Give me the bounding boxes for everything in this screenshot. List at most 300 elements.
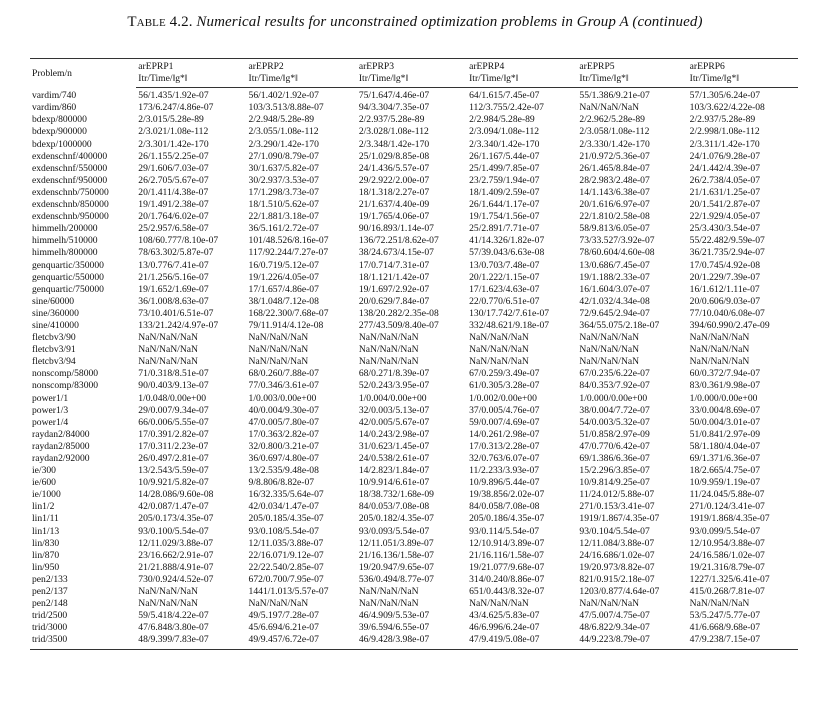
table-row [30, 429, 798, 441]
result-cell: 25/1.499/7.85e-07 [469, 162, 540, 174]
result-cell: 19/20.947/9.65e-07 [358, 561, 434, 573]
result-cell: 84/0.058/7.08e-08 [469, 501, 540, 513]
result-cell: 32/0.800/3.21e-07 [248, 440, 319, 452]
result-cell: 38/0.004/7.72e-07 [579, 404, 650, 416]
table-row [30, 453, 798, 465]
problem-cell: exdenschnb/750000 [32, 186, 109, 198]
result-cell: 13/2.535/9.48e-08 [248, 465, 319, 477]
result-cell: 50/0.004/3.01e-07 [689, 416, 761, 428]
problem-cell: sine/60000 [32, 295, 75, 307]
result-cell: 26/2.738/4.05e-07 [689, 174, 761, 186]
problem-cell: power1/1 [32, 392, 69, 404]
result-cell: 33/0.004/8.69e-07 [689, 404, 761, 416]
result-cell: 77/0.346/3.61e-07 [248, 380, 319, 392]
result-cell: 415/0.268/7.81e-07 [689, 586, 765, 598]
result-cell: 84/0.053/7.08e-08 [358, 501, 430, 513]
result-cell: 16/0.719/5.12e-07 [248, 259, 319, 271]
result-cell: 205/0.186/4.35e-07 [469, 513, 545, 525]
result-cell: 19/1.697/2.92e-07 [358, 283, 430, 295]
result-cell: 205/0.173/4.35e-07 [138, 513, 214, 525]
result-cell: 17/0.745/4.92e-08 [689, 259, 761, 271]
result-cell: 61/0.305/3.28e-07 [469, 380, 540, 392]
problem-cell: exdenschnf/950000 [32, 174, 108, 186]
result-cell: 2/2.937/5.28e-89 [689, 114, 756, 126]
result-cell: 17/0.313/2.28e-07 [469, 440, 540, 452]
table-row [30, 151, 798, 163]
result-cell: 20/1.541/2.87e-07 [689, 199, 761, 211]
result-cell: 68/0.271/8.39e-07 [358, 368, 430, 380]
result-cell: 2/3.021/1.08e-112 [138, 126, 209, 138]
problem-cell: ie/600 [32, 477, 56, 489]
table-row [30, 332, 798, 344]
table-row [30, 634, 798, 649]
result-cell: 9/8.806/8.82e-07 [248, 477, 315, 489]
result-cell: 2/3.094/1.08e-112 [469, 126, 540, 138]
table-row [30, 610, 798, 622]
result-cell: 24/1.076/9.28e-07 [689, 150, 761, 162]
result-cell: 40/0.004/9.30e-07 [248, 404, 319, 416]
result-cell: 21/1.256/5.16e-07 [138, 271, 209, 283]
result-cell: 47/0.005/7.80e-07 [248, 416, 319, 428]
result-cell: 101/48.526/8.16e-07 [248, 235, 329, 247]
result-cell: 42/1.032/4.34e-08 [579, 295, 650, 307]
result-cell: 13/0.776/7.41e-07 [138, 259, 209, 271]
problem-cell: nonscomp/83000 [32, 380, 99, 392]
problem-cell: lin/870 [32, 549, 60, 561]
table-row [30, 477, 798, 489]
result-cell: 19/1.226/4.05e-07 [248, 271, 319, 283]
result-cell: 1/0.004/0.00e+00 [358, 392, 427, 404]
result-cell: NaN/NaN/NaN [358, 356, 419, 368]
result-cell: 38/1.048/7.12e-08 [248, 295, 319, 307]
result-cell: 12/11.084/3.88e-07 [579, 537, 655, 549]
result-cell: 20/1.222/1.15e-07 [469, 271, 540, 283]
header-method: arEPRP5 [577, 59, 687, 74]
result-cell: 93/0.108/5.54e-07 [248, 525, 319, 537]
result-cell: 90/0.403/9.13e-07 [138, 380, 209, 392]
table-row [30, 550, 798, 562]
result-cell: 20/1.229/7.39e-07 [689, 271, 761, 283]
result-cell: 11/2.233/3.93e-07 [469, 465, 540, 477]
table-row [30, 126, 798, 138]
result-cell: 72/9.645/2.94e-07 [579, 307, 650, 319]
problem-cell: bdexp/800000 [32, 114, 87, 126]
result-cell: 49/9.457/6.72e-07 [247, 634, 357, 649]
header-method: arEPRP6 [688, 59, 798, 74]
table-row [30, 187, 798, 199]
result-cell: 19/1.188/2.33e-07 [579, 271, 650, 283]
result-cell: 48/9.399/7.83e-07 [136, 634, 246, 649]
result-cell: 67/0.235/6.22e-07 [579, 368, 650, 380]
problem-cell: sine/360000 [32, 307, 79, 319]
problem-cell: trid/3000 [32, 622, 68, 634]
result-cell: 18/1.510/5.62e-07 [248, 199, 319, 211]
result-cell: 66/0.006/5.55e-07 [138, 416, 209, 428]
result-cell: 536/0.494/8.77e-07 [358, 573, 434, 585]
result-cell: 651/0.443/8.32e-07 [469, 586, 545, 598]
problem-cell: fletcbv3/91 [32, 344, 76, 356]
result-cell: 67/0.259/3.49e-07 [469, 368, 540, 380]
result-cell: 58/9.813/6.05e-07 [579, 223, 650, 235]
result-cell: NaN/NaN/NaN [579, 344, 640, 356]
result-cell: 20/1.616/6.97e-07 [579, 199, 650, 211]
result-cell: 271/0.153/3.41e-07 [579, 501, 655, 513]
table-row [30, 175, 798, 187]
problem-cell: genquartic/750000 [32, 283, 104, 295]
result-cell: 52/0.243/3.95e-07 [358, 380, 430, 392]
header-method: arEPRP2 [247, 59, 357, 74]
result-cell: 16/32.335/5.64e-07 [248, 489, 324, 501]
problem-cell: fletcbv3/90 [32, 332, 76, 344]
table-caption [0, 14, 830, 31]
result-cell: 18/2.665/4.75e-07 [689, 465, 761, 477]
result-cell: 58/1.180/4.04e-07 [689, 440, 761, 452]
problem-cell: exdenschnb/950000 [32, 211, 109, 223]
result-cell: 27/1.090/8.79e-07 [248, 150, 319, 162]
result-cell: 24/16.586/1.02e-07 [689, 549, 765, 561]
result-cell: NaN/NaN/NaN [248, 344, 309, 356]
result-cell: 21/1.631/1.25e-07 [689, 186, 761, 198]
result-cell: 13/2.543/5.59e-07 [138, 465, 209, 477]
problem-cell: trid/3500 [30, 634, 136, 649]
result-cell: 16/1.604/3.07e-07 [579, 283, 650, 295]
result-cell: NaN/NaN/NaN [579, 598, 640, 610]
result-cell: 59/0.007/4.69e-07 [469, 416, 540, 428]
result-cell: 54/0.003/5.32e-07 [579, 416, 650, 428]
result-cell: 10/9.921/5.82e-07 [138, 477, 209, 489]
result-cell: 24/0.538/2.61e-07 [358, 453, 430, 464]
caption-text: Numerical results for unconstrained optimization problems in Group A (continued) [196, 14, 703, 30]
result-cell: 22/1.881/3.18e-07 [248, 211, 319, 223]
result-cell: 2/3.330/1.42e-170 [579, 138, 650, 150]
result-cell: 59/5.418/4.22e-07 [138, 610, 209, 622]
problem-cell: himmelh/510000 [32, 235, 98, 247]
table-row [30, 405, 798, 417]
result-cell: 47/0.770/6.42e-07 [579, 440, 650, 452]
table-row [30, 380, 798, 392]
result-cell: 17/0.363/2.82e-07 [248, 428, 319, 440]
header-problem: Problem/n [30, 59, 136, 88]
problem-cell: genquartic/350000 [32, 259, 104, 271]
problem-cell: trid/2500 [32, 610, 68, 622]
result-cell: 94/3.304/7.35e-07 [358, 102, 430, 114]
header-metric: Itr/Time/‖g*‖ [247, 73, 357, 88]
result-cell: 136/72.251/8.62e-07 [358, 235, 439, 247]
result-cell: 51/0.841/2.97e-09 [689, 428, 761, 440]
result-cell: 25/1.029/8.85e-08 [358, 150, 430, 162]
result-cell: 21/16.116/1.58e-07 [469, 549, 544, 561]
result-cell: 15/2.296/3.85e-07 [579, 465, 650, 477]
problem-cell: ie/300 [32, 465, 56, 477]
problem-cell: lin/830 [32, 537, 60, 549]
result-cell: 36/0.697/4.80e-07 [248, 453, 319, 464]
result-cell: 364/55.075/2.18e-07 [579, 319, 660, 331]
table-row [30, 296, 798, 308]
result-cell: 31/0.623/1.45e-07 [358, 440, 430, 452]
table-row [30, 538, 798, 550]
result-cell: 20/0.606/9.03e-07 [689, 295, 761, 307]
table-row [30, 598, 798, 610]
result-cell: 77/10.040/6.08e-07 [689, 307, 765, 319]
result-cell: 57/1.305/6.24e-07 [689, 90, 761, 102]
table-row [30, 356, 798, 368]
result-cell: 2/3.290/1.42e-170 [248, 138, 319, 150]
result-cell: 17/1.657/4.86e-07 [248, 283, 319, 295]
table-row [30, 562, 798, 574]
result-cell: 1441/1.013/5.57e-07 [248, 586, 329, 598]
result-cell: 173/6.247/4.86e-07 [138, 102, 214, 114]
header-metric: Itr/Time/‖g*‖ [136, 73, 246, 88]
table-row [30, 114, 798, 126]
problem-cell: vardim/740 [32, 89, 77, 101]
problem-cell: himmelh/200000 [32, 223, 98, 235]
result-cell: 26/2.705/5.67e-07 [138, 174, 209, 186]
result-cell: NaN/NaN/NaN [248, 332, 309, 344]
result-cell: 47/6.848/3.80e-07 [138, 622, 209, 634]
result-cell: NaN/NaN/NaN [689, 332, 750, 344]
result-cell: 10/9.914/6.61e-07 [358, 477, 430, 489]
table-row [30, 235, 798, 247]
result-cell: 32/0.763/6.07e-07 [469, 453, 540, 464]
problem-cell: lin1/13 [32, 525, 60, 537]
result-cell: 49/5.197/7.28e-07 [248, 610, 319, 622]
table-row [30, 284, 798, 296]
result-cell: 112/3.755/2.42e-07 [469, 102, 544, 114]
table-row [30, 272, 798, 284]
result-cell: 19/20.973/8.82e-07 [579, 561, 655, 573]
header-method: arEPRP4 [467, 59, 577, 74]
problem-cell: lin1/11 [32, 513, 59, 525]
problem-cell: raydan2/85000 [32, 440, 90, 452]
table-row [30, 223, 798, 235]
result-cell: 41/14.326/1.82e-07 [469, 235, 545, 247]
table-row [30, 344, 798, 356]
result-cell: 12/10.954/3.88e-07 [689, 537, 765, 549]
problem-cell: power1/4 [32, 416, 69, 428]
table-row [30, 139, 798, 151]
result-cell: 168/22.300/7.68e-07 [248, 307, 329, 319]
result-cell: 19/1.491/2.38e-07 [138, 199, 209, 211]
result-cell: 22/16.071/9.12e-07 [248, 549, 324, 561]
result-cell: 26/0.497/2.81e-07 [138, 453, 209, 464]
result-cell: NaN/NaN/NaN [469, 598, 529, 610]
result-cell: 11/24.045/5.88e-07 [689, 489, 765, 501]
result-cell: 45/6.694/6.21e-07 [248, 622, 319, 634]
result-cell: 78/63.302/5.87e-07 [138, 247, 214, 259]
result-cell: NaN/NaN/NaN [469, 356, 529, 368]
table-row [30, 368, 798, 380]
table-body [30, 88, 798, 649]
result-cell: NaN/NaN/NaN [248, 598, 309, 610]
result-cell: 18/1.409/2.59e-07 [469, 186, 540, 198]
problem-cell: genquartic/550000 [32, 271, 104, 283]
result-cell: 17/1.623/4.63e-07 [469, 283, 540, 295]
result-cell: 47/9.238/7.15e-07 [688, 634, 798, 649]
result-cell: 277/43.509/8.40e-07 [358, 319, 439, 331]
result-cell: 69/1.371/6.36e-07 [689, 453, 761, 464]
result-cell: 2/2.998/1.08e-112 [689, 126, 760, 138]
result-cell: 1/0.000/0.00e+00 [689, 392, 758, 404]
table-row [30, 574, 798, 586]
result-cell: 12/11.035/3.88e-07 [248, 537, 324, 549]
result-cell: 1/0.002/0.00e+00 [469, 392, 537, 404]
result-cell: 108/60.777/8.10e-07 [138, 235, 219, 247]
result-cell: NaN/NaN/NaN [579, 102, 640, 114]
result-cell: 12/10.914/3.89e-07 [469, 537, 545, 549]
result-cell: 36/1.008/8.63e-07 [138, 295, 209, 307]
result-cell: 22/0.770/6.51e-07 [469, 295, 540, 307]
result-cell: 22/22.540/2.85e-07 [248, 561, 324, 573]
result-cell: 93/0.099/5.54e-07 [689, 525, 761, 537]
result-cell: 46/4.909/5.53e-07 [358, 610, 430, 622]
header-metric: Itr/Time/‖g*‖ [357, 73, 467, 88]
table-row [30, 163, 798, 175]
result-cell: 1/0.048/0.00e+00 [138, 392, 207, 404]
result-cell: 69/1.386/6.36e-07 [579, 453, 650, 464]
result-cell: 730/0.924/4.52e-07 [138, 573, 214, 585]
result-cell: 21/1.637/4.40e-09 [358, 199, 430, 211]
table-row [30, 489, 798, 501]
result-cell: 2/2.984/5.28e-89 [469, 114, 535, 126]
caption-label: Table 4.2. [127, 14, 193, 30]
table-row [30, 308, 798, 320]
result-cell: 1919/1.867/4.35e-07 [579, 513, 660, 525]
header-method: arEPRP3 [357, 59, 467, 74]
result-cell: NaN/NaN/NaN [689, 344, 750, 356]
problem-cell: vardim/860 [32, 102, 77, 114]
result-cell: 332/48.621/9.18e-07 [469, 319, 550, 331]
result-cell: 42/0.034/1.47e-07 [248, 501, 319, 513]
result-cell: 20/0.629/7.84e-07 [358, 295, 430, 307]
result-cell: 103/3.622/4.22e-08 [689, 102, 765, 114]
result-cell: 20/1.411/4.38e-07 [138, 186, 209, 198]
result-cell: 47/9.419/5.08e-07 [467, 634, 577, 649]
problem-cell: fletcbv3/94 [32, 356, 76, 368]
result-cell: 2/3.301/1.42e-170 [138, 138, 209, 150]
result-cell: 25/2.891/7.71e-07 [469, 223, 540, 235]
result-cell: 24/1.442/4.39e-07 [689, 162, 761, 174]
result-cell: 60/0.372/7.94e-07 [689, 368, 761, 380]
result-cell: 25/2.957/6.58e-07 [138, 223, 209, 235]
header-metric: Itr/Time/‖g*‖ [577, 73, 687, 88]
result-cell: 19/1.765/4.06e-07 [358, 211, 430, 223]
result-cell: 25/3.430/3.54e-07 [689, 223, 761, 235]
results-table [30, 58, 798, 650]
result-cell: 10/9.814/9.25e-07 [579, 477, 650, 489]
result-cell: 29/1.606/7.03e-07 [138, 162, 209, 174]
result-cell: 28/2.983/2.48e-07 [579, 174, 650, 186]
header-metric: Itr/Time/‖g*‖ [688, 73, 798, 88]
table-header [30, 59, 798, 88]
result-cell: 14/0.243/2.98e-07 [358, 428, 430, 440]
result-cell: 14/2.823/1.84e-07 [358, 465, 430, 477]
result-cell: 75/1.647/4.46e-07 [358, 90, 430, 102]
problem-cell: ie/1000 [32, 489, 61, 501]
table-row [30, 622, 798, 634]
result-cell: 314/0.240/8.86e-07 [469, 573, 545, 585]
result-cell: 14/28.086/9.60e-08 [138, 489, 214, 501]
result-cell: 18/38.732/1.68e-09 [358, 489, 434, 501]
result-cell: 130/17.742/7.61e-07 [469, 307, 550, 319]
table-row [30, 526, 798, 538]
result-cell: 73/10.401/6.51e-07 [138, 307, 214, 319]
result-cell: 2/3.340/1.42e-170 [469, 138, 540, 150]
result-cell: NaN/NaN/NaN [358, 586, 419, 598]
table-row [30, 417, 798, 429]
result-cell: 2/3.055/1.08e-112 [248, 126, 319, 138]
result-cell: 14/1.143/6.38e-07 [579, 186, 650, 198]
result-cell: 16/1.612/1.11e-07 [689, 283, 760, 295]
problem-cell: raydan2/84000 [32, 428, 90, 440]
result-cell: 2/3.058/1.08e-112 [579, 126, 650, 138]
result-cell: 24/16.686/1.02e-07 [579, 549, 655, 561]
result-cell: NaN/NaN/NaN [138, 344, 198, 356]
result-cell: 1/0.003/0.00e+00 [248, 392, 317, 404]
result-cell: 205/0.185/4.35e-07 [248, 513, 324, 525]
result-cell: 21/0.972/5.36e-07 [579, 150, 650, 162]
result-cell: 11/24.012/5.88e-07 [579, 489, 655, 501]
result-cell: 26/1.167/5.44e-07 [469, 150, 540, 162]
problem-cell: bdexp/1000000 [32, 138, 92, 150]
table-row [30, 102, 798, 114]
table-row [30, 211, 798, 223]
result-cell: 90/16.893/1.14e-07 [358, 223, 434, 235]
result-cell: 29/2.922/2.00e-07 [358, 174, 430, 186]
result-cell: 14/0.261/2.98e-07 [469, 428, 540, 440]
result-cell: 12/11.051/3.89e-07 [358, 537, 434, 549]
result-cell: 22/1.929/4.05e-07 [689, 211, 761, 223]
result-cell: 30/2.937/3.53e-07 [248, 174, 319, 186]
result-cell: 44/9.223/8.79e-07 [577, 634, 687, 649]
result-cell: 93/0.104/5.54e-07 [579, 525, 650, 537]
result-cell: 73/33.527/3.92e-07 [579, 235, 655, 247]
result-cell: 19/21.316/8.79e-07 [689, 561, 765, 573]
result-cell: 22/1.810/2.58e-08 [579, 211, 650, 223]
result-cell: 672/0.700/7.95e-07 [248, 573, 324, 585]
problem-cell: power1/3 [32, 404, 69, 416]
result-cell: 10/9.959/1.19e-07 [689, 477, 761, 489]
table-row [30, 513, 798, 525]
result-cell: 20/1.764/6.02e-07 [138, 211, 209, 223]
result-cell: 394/60.990/2.47e-09 [689, 319, 770, 331]
problem-cell: lin/950 [32, 561, 60, 573]
result-cell: 2/3.028/1.08e-112 [358, 126, 429, 138]
problem-cell: raydan2/92000 [32, 453, 90, 464]
result-cell: 13/0.703/7.48e-07 [469, 259, 540, 271]
result-cell: 1/0.000/0.00e+00 [579, 392, 648, 404]
result-cell: NaN/NaN/NaN [579, 356, 640, 368]
problem-cell: nonscomp/58000 [32, 368, 99, 380]
result-cell: 53/5.247/5.77e-07 [689, 610, 761, 622]
result-cell: 21/21.888/4.91e-07 [138, 561, 214, 573]
result-cell: 2/2.962/5.28e-89 [579, 114, 645, 126]
table-row [30, 393, 798, 405]
result-cell: NaN/NaN/NaN [358, 332, 419, 344]
problem-cell: himmelh/800000 [32, 247, 98, 259]
result-cell: 13/0.686/7.45e-07 [579, 259, 650, 271]
result-cell: 23/2.759/1.94e-07 [469, 174, 540, 186]
table-row [30, 441, 798, 453]
problem-cell: pen2/133 [32, 573, 68, 585]
result-cell: 10/9.896/5.44e-07 [469, 477, 540, 489]
result-cell: 93/0.114/5.54e-07 [469, 525, 540, 537]
result-cell: 17/0.311/2.23e-07 [138, 440, 209, 452]
header-metric: Itr/Time/‖g*‖ [467, 73, 577, 88]
result-cell: NaN/NaN/NaN [138, 332, 198, 344]
result-cell: NaN/NaN/NaN [358, 598, 419, 610]
result-cell: 271/0.124/3.41e-07 [689, 501, 765, 513]
result-cell: 55/22.482/9.59e-07 [689, 235, 765, 247]
